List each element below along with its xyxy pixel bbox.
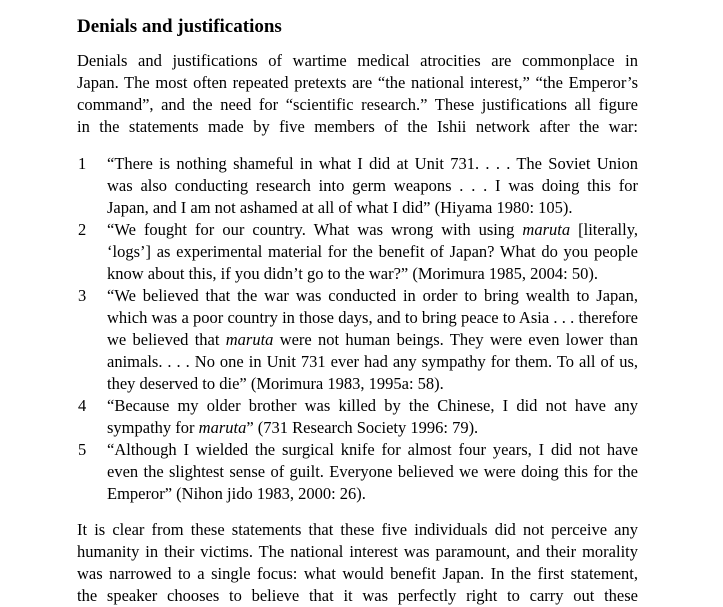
quote-text: [literally, [570,220,638,239]
quote-text: ” (731 Research Society 1996: 79). [246,418,479,437]
quote-line: ‘logs’] as experimental material for the benefit of Japan? What do you people [107,242,638,261]
quote-line: “There is nothing shameful in what I did at Unit 731. . . . The Soviet Union [107,154,638,173]
intro-line: Japan. The most often repeated pretexts are “the national interest,” “the Emperor’s [77,73,638,92]
quote-line: “Because my older brother was killed by the Chinese, I did not have any [107,396,638,415]
quote-text: were not human beings. They were even lower than [273,330,638,349]
italic-term: maruta [198,418,247,437]
quote-line: even the slightest sense of guilt. Everyone believed we were doing this for the [107,462,638,481]
section-heading: Denials and justifications [77,16,282,37]
list-item-number: 2 [78,220,87,239]
list-item-number: 1 [78,154,87,173]
quote-line: know about this, if you didn’t go to the war?” (Morimura 1985, 2004: 50). [107,264,598,283]
quote-text: “We fought for our country. What was wrong with using [107,220,523,239]
list-item-number: 5 [78,440,87,459]
italic-term: maruta [225,330,274,349]
quote-line [107,219,638,241]
quote-text: we believed that [107,330,226,349]
quote-line: Emperor” (Nihon jido 1983, 2000: 26). [107,484,366,503]
quote-line: was also conducting research into germ weapons . . . I was doing this for [107,176,638,195]
list-item-number: 3 [78,286,87,305]
body-line: It is clear from these statements that these five individuals did not perceive any [77,520,638,539]
quote-line: Japan, and I am not ashamed at all of what I did” (Hiyama 1980: 105). [107,198,573,217]
quote-line: they deserved to die” (Morimura 1983, 1995a: 58). [107,374,444,393]
quote-line: “Although I wielded the surgical knife for almost four years, I did not have [107,440,638,459]
quote-line: animals. . . . No one in Unit 731 ever had any sympathy for them. To all of us, [107,352,638,371]
quote-text: sympathy for [107,418,199,437]
body-line: the speaker chooses to believe that it was perfectly right to carry out these [77,586,638,605]
quote-line [107,417,638,439]
intro-line: in the statements made by five members of the Ishii network after the war: [77,117,638,136]
quote-line: “We believed that the war was conducted in order to bring wealth to Japan, [107,286,638,305]
italic-term: maruta [522,220,571,239]
intro-line: Denials and justifications of wartime medical atrocities are commonplace in [77,51,638,70]
body-line: humanity in their victims. The national interest was paramount, and their morality [77,542,638,561]
list-item-number: 4 [78,396,87,415]
quote-line: which was a poor country in those days, and to bring peace to Asia . . . therefore [107,308,638,327]
intro-line: command”, and the need for “scientific research.” These justifications all figure [77,95,638,114]
body-line: was narrowed to a single focus: what would benefit Japan. In the first statement, [77,564,638,583]
quote-line [107,329,638,351]
